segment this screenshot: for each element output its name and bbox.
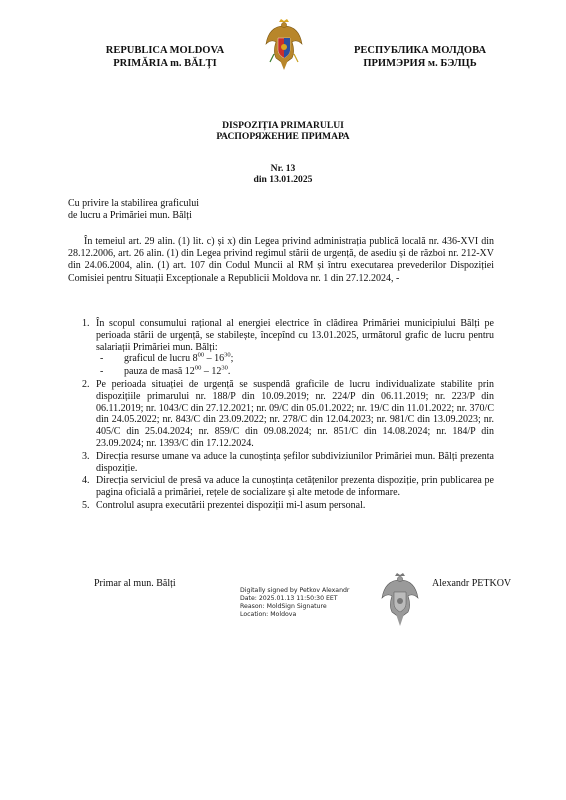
list-item — [68, 451, 494, 475]
number-text: Nr. 13 — [270, 163, 296, 174]
item-number: 1. — [82, 318, 90, 329]
digital-date: Date: 2025.01.13 11:50:30 EET — [240, 595, 338, 602]
document-title — [0, 120, 566, 142]
list-item — [68, 500, 494, 512]
item-text: Direcția resurse umane va aduce la cunoștința șefilor subdiviziunilor Primăriei mun. Bălți prezenta dispoziție. — [96, 450, 494, 474]
moldova-coat-of-arms-icon — [264, 18, 304, 78]
signatory-title: Primar al mun. Bălți — [94, 578, 176, 589]
item-number: 5. — [82, 499, 90, 511]
disposition-items — [68, 318, 494, 513]
header-left — [90, 44, 240, 70]
digital-signature-info — [240, 587, 349, 619]
item-number: 2. — [82, 378, 90, 390]
document-number — [0, 163, 566, 185]
list-item — [68, 475, 494, 499]
preamble-paragraph: În temeiul art. 29 alin. (1) lit. c) și x) din Legea privind administrația publică locală nr. 436-XVI din 28.12.2006, art. 26 alin. (1) din Legea privind regimul stării de urgență, de asediu și de război nr. 212-XV din 24.06.2004, alin. (1) art. 107 din Codul Muncii al RM și întru executarea prevederilor Dispoziției Comisiei pentru Situații Excepționale a Republicii Moldova nr. 1 din 27.12.2024, - — [68, 236, 494, 284]
document-subject — [68, 198, 199, 222]
list-item — [68, 379, 494, 450]
item-number: 4. — [82, 475, 90, 487]
item-text: Controlul asupra executării prezentei dispoziții mi-l asum personal. — [96, 499, 366, 511]
schedule-lunch: - pauza de masă $12^{00} - 12^{30}$. — [100, 364, 231, 378]
schedule-work: - graficul de lucru $8^{00} - 16^{30}$; — [100, 352, 234, 365]
schedule-list — [96, 353, 494, 378]
list-item — [68, 318, 494, 378]
digital-location: Location: Moldova — [240, 611, 297, 618]
digital-signed-by: Digitally signed by Petkov Alexandr — [240, 587, 350, 594]
item-number: 3. — [82, 450, 90, 462]
header-left-mayoralty: PRIMĂRIA m. BĂLȚI — [113, 58, 217, 69]
subject-line1: Cu privire la stabilirea graficului — [68, 198, 200, 209]
header-right-mayoralty: ПРИМЭРИЯ м. БЭЛЦЬ — [363, 58, 477, 69]
item-text: În scopul consumului rațional al energiei electrice în clădirea Primăriei municipiului Bălți pe perioada stării de urgență, se stabilește, începînd cu 13.01.2025, următorul grafic de lucru pentru salariații Primăriei mun. Bălți: — [96, 318, 494, 353]
title-ru: РАСПОРЯЖЕНИЕ ПРИМАРА — [216, 131, 350, 142]
header-right-country: РЕСПУБЛИКА МОЛДОВА — [353, 45, 487, 56]
moldova-coat-of-arms-stamp-icon — [380, 572, 420, 634]
signatory-name: Alexandr PETKOV — [432, 578, 512, 589]
number-date: din 13.01.2025 — [253, 174, 313, 185]
header-right — [340, 44, 500, 70]
item-text: Direcția serviciul de presă va aduce la cunoștința cetățenilor prezenta dispoziție, prin publicarea pe pagina oficială a primăriei, rețele de socializare și alte metode de informare. — [96, 475, 494, 499]
item-text: Pe perioada situației de urgență se suspendă graficile de lucru individualizate stabilite prin dispozițiile primarului nr. 188/P din 10.09.2019; nr. 224/P din 06.11.2019; nr. 223/P din 06.11.2019; nr. 1043/C din 27.12.2021; nr. 09/C din 05.01.2022; nr. 19/C din 11.01.2022; nr. 370/C din 24.05.2022; nr. 843/C din 23.09.2022; nr. 278/C din 12.04.2023; nr. 981/C din 13.09.2023; nr. 405/C din 25.04.2024; nr. 859/C din 09.08.2024; nr. 851/C din 14.08.2024; nr. 184/P din 23.09.2024; nr. 1393/C din 17.12.2024. — [96, 378, 494, 449]
header-left-country: REPUBLICA MOLDOVA — [105, 45, 225, 56]
title-ro: DISPOZIȚIA PRIMARULUI — [222, 120, 344, 131]
digital-reason: Reason: MoldSign Signature — [240, 603, 327, 610]
subject-line2: de lucru a Primăriei mun. Bălți — [68, 210, 192, 221]
